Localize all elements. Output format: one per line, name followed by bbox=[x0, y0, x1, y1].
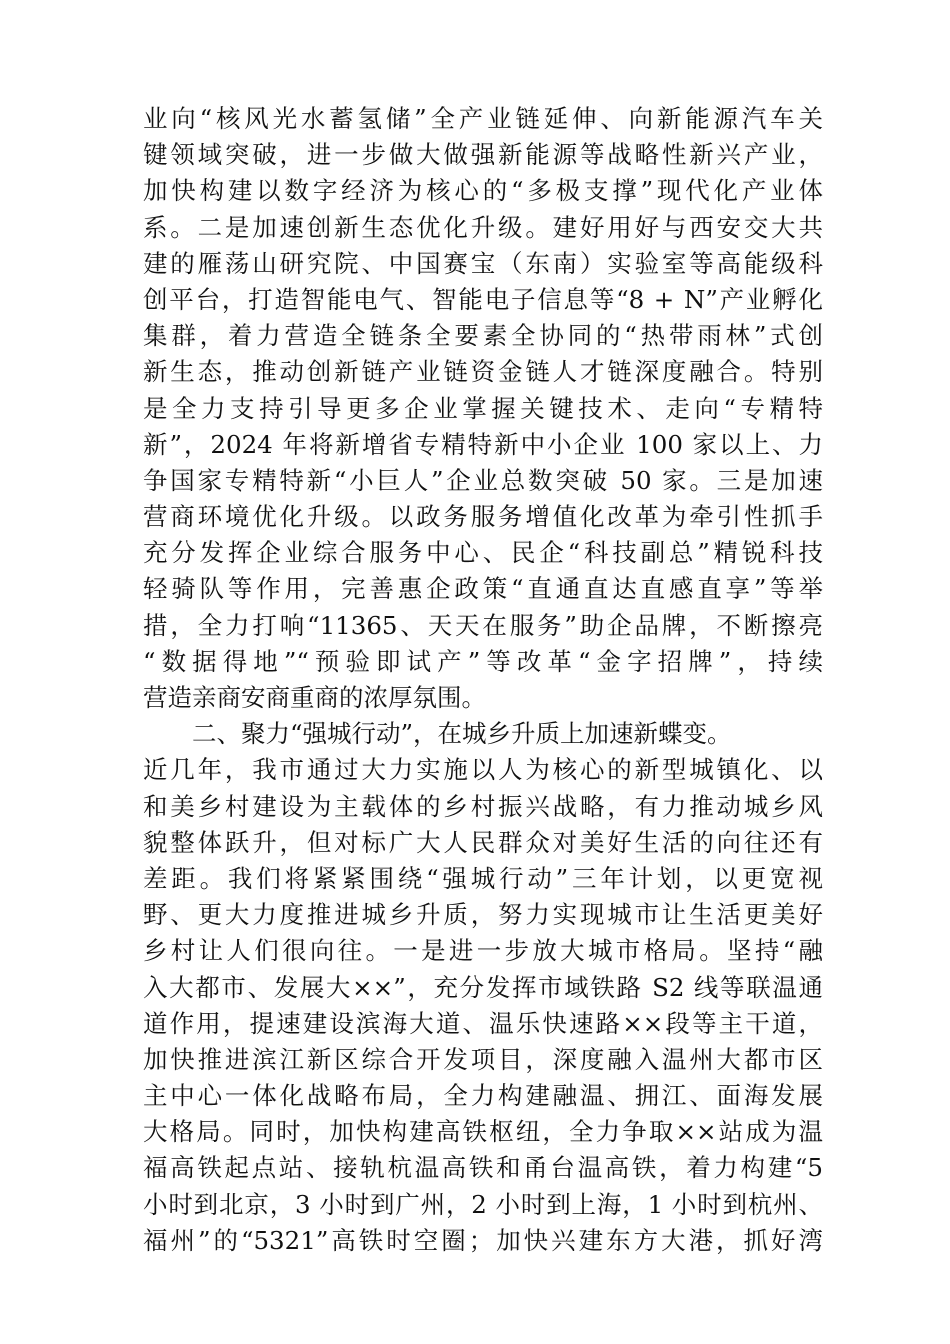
text-line: 加快推进滨江新区综合开发项目，深度融入温州大都市区 bbox=[143, 1044, 823, 1074]
text-line: 键领域突破，进一步做大做强新能源等战略性新兴产业， bbox=[143, 140, 823, 170]
text-line: 入大都市、发展大××”，充分发挥市域铁路 S2 线等联温通 bbox=[143, 972, 823, 1002]
text-line: “数据得地”“预验即试产”等改革“金字招牌”，持续 bbox=[143, 646, 823, 676]
text-line: 大格局。同时，加快构建高铁枢纽，全力争取××站成为温 bbox=[143, 1117, 823, 1147]
text-line: 建的雁荡山研究院、中国赛宝（东南）实验室等高能级科 bbox=[143, 248, 823, 278]
text-line: 主中心一体化战略布局，全力构建融温、拥江、面海发展 bbox=[143, 1081, 823, 1111]
text-line: 福高铁起点站、接轨杭温高铁和甬台温高铁，着力构建“5 bbox=[143, 1153, 823, 1183]
text-line: 营造亲商安商重商的浓厚氛围。 bbox=[143, 683, 486, 712]
text-line: 新生态，推动创新链产业链资金链人才链深度融合。特别 bbox=[143, 357, 823, 387]
text-line: 创平台，打造智能电气、智能电子信息等“8 + N”产业孵化 bbox=[143, 284, 823, 314]
text-line: 是全力支持引导更多企业掌握关键技术、走向“专精特 bbox=[143, 393, 823, 423]
text-line: 营商环境优化升级。以政务服务增值化改革为牵引性抓手 bbox=[143, 502, 823, 532]
section-heading-line: 二、聚力“强城行动”，在城乡升质上加速新蝶变。 bbox=[192, 719, 732, 749]
text-line: 差距。我们将紧紧围绕“强城行动”三年计划，以更宽视 bbox=[143, 863, 823, 893]
text-line: 小时到北京，3 小时到广州，2 小时到上海，1 小时到杭州、 bbox=[143, 1189, 823, 1219]
text-line: 新”，2024 年将新增省专精特新中小企业 100 家以上、力 bbox=[143, 429, 823, 459]
text-line: 业向“核风光水蓄氢储”全产业链延伸、向新能源汽车关 bbox=[143, 104, 823, 133]
text-line: 集群，着力营造全链条全要素全协同的“热带雨林”式创 bbox=[143, 321, 823, 351]
text-line: 加快构建以数字经济为核心的“多极支撑”现代化产业体 bbox=[143, 176, 823, 206]
text-line: 貌整体跃升，但对标广大人民群众对美好生活的向往还有 bbox=[143, 827, 823, 857]
text-line: 福州”的“5321”高铁时空圈；加快兴建东方大港，抓好湾 bbox=[143, 1225, 823, 1255]
text-line: 争国家专精特新“小巨人”企业总数突破 50 家。三是加速 bbox=[143, 465, 823, 495]
text-line: 道作用，提速建设滨海大道、温乐快速路××段等主干道， bbox=[143, 1008, 823, 1038]
text-line: 乡村让人们很向往。一是进一步放大城市格局。坚持“融 bbox=[143, 936, 823, 966]
text-line: 轻骑队等作用，完善惠企政策“直通直达直感直享”等举 bbox=[143, 574, 823, 604]
text-line: 近几年，我市通过大力实施以人为核心的新型城镇化、以 bbox=[143, 755, 823, 785]
text-line: 野、更大力度推进城乡升质，努力实现城市让生活更美好 bbox=[143, 900, 823, 930]
body-text bbox=[143, 101, 823, 1259]
text-line: 系。二是加速创新生态优化升级。建好用好与西安交大共 bbox=[143, 212, 823, 242]
text-line: 和美乡村建设为主载体的乡村振兴战略，有力推动城乡风 bbox=[143, 791, 823, 821]
text-line: 充分发挥企业综合服务中心、民企“科技副总”精锐科技 bbox=[143, 538, 823, 568]
text-line: 措，全力打响“11365、天天在服务”助企品牌，不断擦亮 bbox=[143, 610, 823, 640]
